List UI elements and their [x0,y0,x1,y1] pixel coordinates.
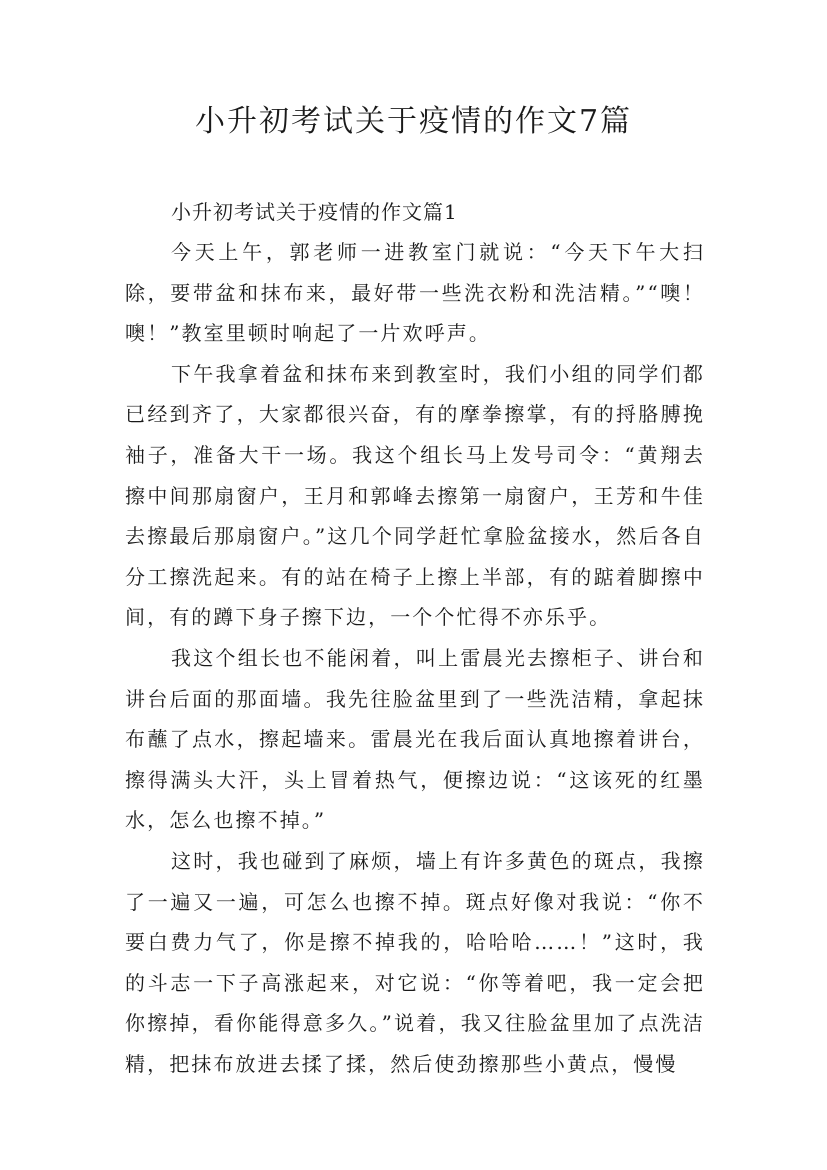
section-heading: 小升初考试关于疫情的作文篇1 [171,200,458,224]
document-body [125,192,705,1084]
document-title: 小升初考试关于疫情的作文7篇 [194,104,633,139]
paragraph-1: 今天上午，郭老师一进教室门就说：“今天下午大扫除，要带盆和抹布来，最好带一些洗衣粉和洗洁精。”“噢！噢！”教室里顿时响起了一片欢呼声。 [125,240,705,346]
paragraph-4: 这时，我也碰到了麻烦，墙上有许多黄色的斑点，我擦了一遍又一遍，可怎么也擦不掉。斑点好像对我说：“你不要白费力气了，你是擦不掉我的，哈哈哈……！”这时，我的斗志一下子高涨起来，对它说：“你等着吧，我一定会把你擦掉，看你能得意多久。”说着，我又往脸盆里加了点洗洁精，把抹布放进去揉了揉，然后使劲擦那些小黄点，慢慢 [125,848,705,1076]
paragraph-3: 我这个组长也不能闲着，叫上雷晨光去擦柜子、讲台和讲台后面的那面墙。我先往脸盆里到了一些洗洁精，拿起抹布蘸了点水，擦起墙来。雷晨光在我后面认真地擦着讲台，擦得满头大汗，头上冒着热气，便擦边说：“这该死的红墨水，怎么也擦不掉。” [125,645,705,833]
paragraph-2: 下午我拿着盆和抹布来到教室时，我们小组的同学们都已经到齐了，大家都很兴奋，有的摩拳擦掌，有的捋胳膊挽袖子，准备大干一场。我这个组长马上发号司令：“黄翔去擦中间那扇窗户，王月和郭峰去擦第一扇窗户，王芳和牛佳去擦最后那扇窗户。”这几个同学赶忙拿脸盆接水，然后各自分工擦洗起来。有的站在椅子上擦上半部，有的踮着脚擦中间，有的蹲下身子擦下边，一个个忙得不亦乐乎。 [125,361,705,630]
